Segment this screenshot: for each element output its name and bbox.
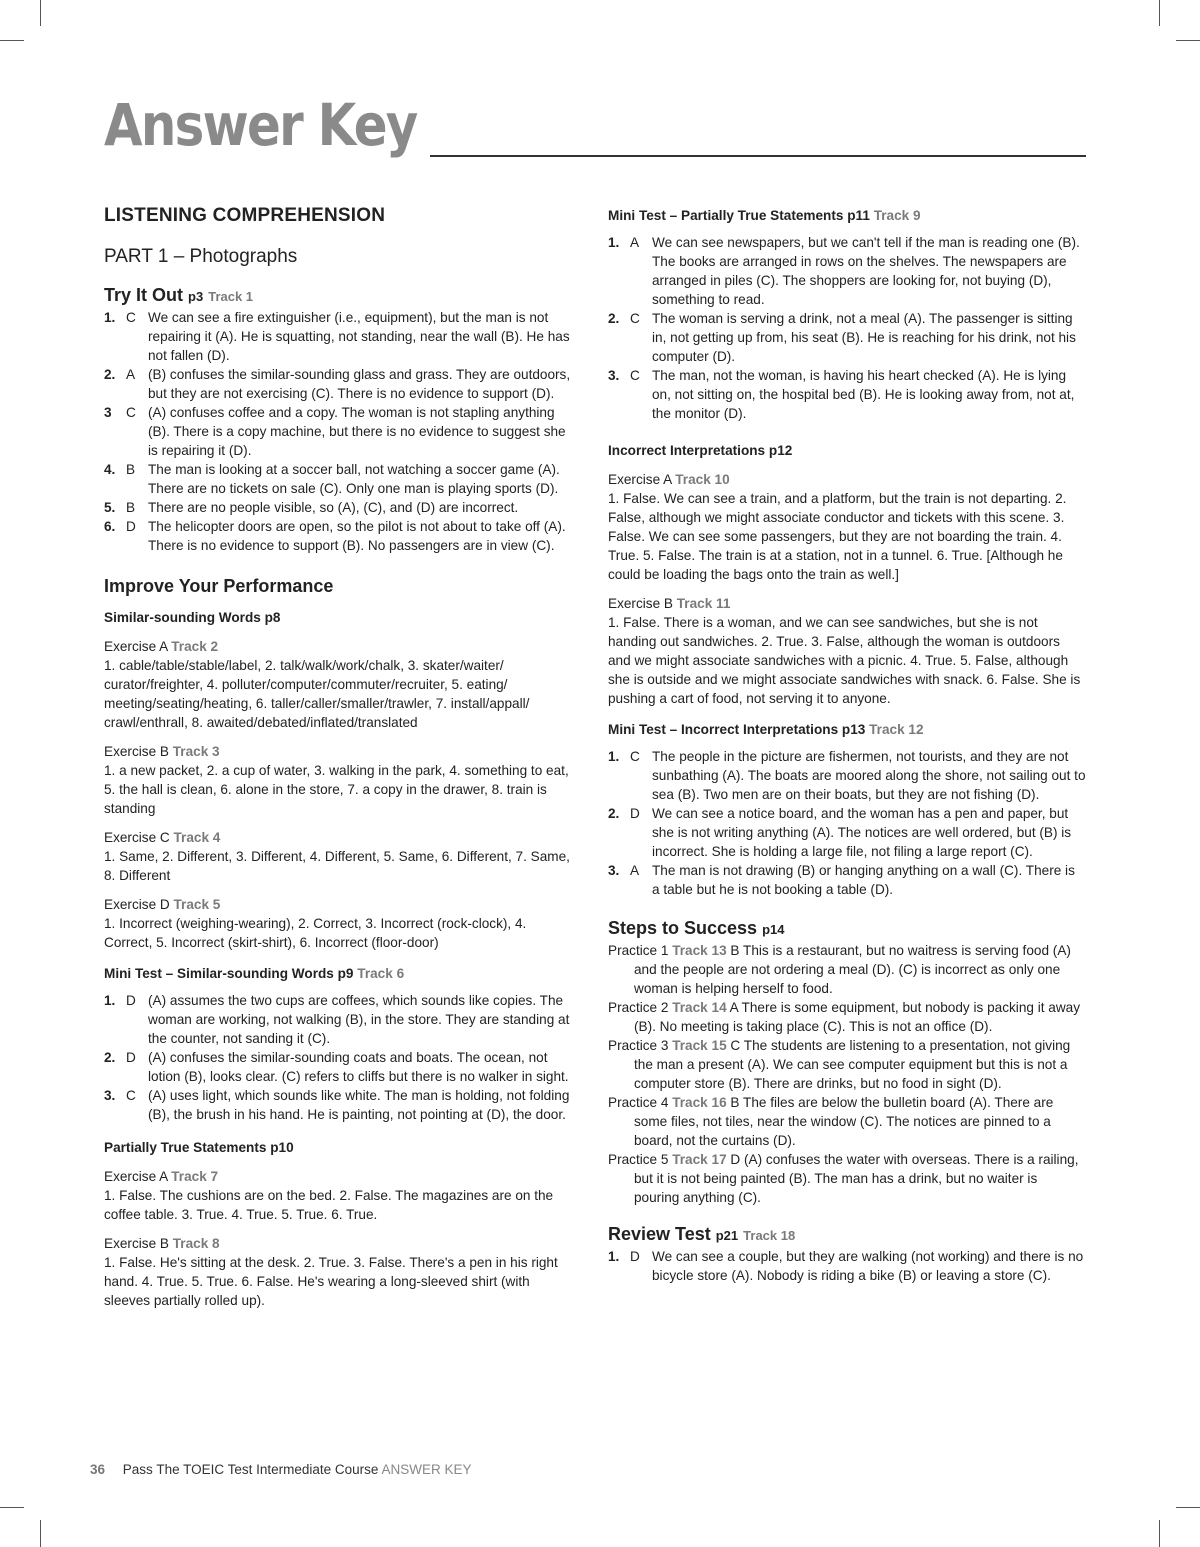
practice-answer: C <box>726 1038 744 1053</box>
answer-text: The man is looking at a soccer ball, not watching a soccer game (A). There are no tickets on sale (C). Only one man is playing sports (D). <box>148 462 560 496</box>
similar-heading: Similar-sounding Words p8 <box>104 610 281 625</box>
exercise-c-block: Exercise C Track 4 1. Same, 2. Different, 3. Different, 4. Different, 5. Same, 6. Different, 7. Same, 8. Different <box>104 828 574 885</box>
answer-number: 1. <box>104 993 116 1008</box>
answer-text: (A) confuses the similar-sounding coats and boats. The ocean, not lotion (B), looks clear. (C) refers to cliffs but there is no walker in sight. <box>148 1050 569 1084</box>
mini-test-1-list <box>104 991 574 1124</box>
answer-item <box>608 233 1086 309</box>
answer-letter: B <box>126 462 136 477</box>
improve-heading: Improve Your Performance <box>104 576 334 596</box>
answer-letter: C <box>126 1088 136 1103</box>
title-rule <box>430 155 1086 157</box>
answer-item <box>104 498 574 517</box>
practice-answer: D <box>726 1152 745 1167</box>
practice-item <box>608 941 1086 998</box>
practice-label: Practice 4 <box>608 1095 673 1110</box>
partial-heading: Partially True Statements p10 <box>104 1140 294 1155</box>
answer-number: 1. <box>608 749 620 764</box>
answer-text: The man is not drawing (B) or hanging anything on a wall (C). There is a table but he is not booking a table (D). <box>652 863 1075 897</box>
practice-track: Track 16 <box>672 1095 727 1110</box>
review-heading: Review Test p21 Track 18 <box>608 1224 796 1244</box>
answer-number: 2. <box>608 806 620 821</box>
answer-text: The woman is serving a drink, not a meal (A). The passenger is sitting in, not getting up from, his seat (B). He is reaching for his drink, not his computer (D). <box>652 311 1076 364</box>
answer-letter: A <box>630 863 640 878</box>
answer-number: 3 <box>104 405 112 420</box>
review-list <box>608 1247 1086 1285</box>
practice-track: Track 15 <box>672 1038 727 1053</box>
answer-letter: A <box>126 367 136 382</box>
practice-track: Track 14 <box>672 1000 727 1015</box>
mini-test-1-heading: Mini Test – Similar-sounding Words p9 Track 6 <box>104 966 405 981</box>
answer-text: (A) assumes the two cups are coffees, which sounds like copies. The woman are working, not walking (B), in the store. They are standing at the counter, not sanding it (C). <box>148 993 570 1046</box>
answer-text: (A) confuses coffee and a copy. The woman is not stapling anything (B). There is a copy machine, but there is no evidence to suggest she is repairing it (D). <box>148 405 566 458</box>
try-it-out-heading: Try It Out p3 Track 1 <box>104 285 254 305</box>
exercise-c-text: 1. Same, 2. Different, 3. Different, 4. Different, 5. Same, 6. Different, 7. Same, 8. Different <box>104 849 570 883</box>
answer-item <box>608 804 1086 861</box>
left-column <box>104 206 574 1310</box>
answer-item <box>608 1247 1086 1285</box>
answer-item <box>104 460 574 498</box>
answer-item <box>608 366 1086 423</box>
answer-letter: A <box>630 235 640 250</box>
exercise-b2-block: Exercise B Track 8 1. False. He's sitting at the desk. 2. True. 3. False. There's a pen in his right hand. 4. True. 5. True. 6. False. He's wearing a long-sleeved shirt (with sleeves partially rolled up). <box>104 1234 574 1310</box>
crop-mark <box>40 1520 41 1547</box>
answer-number: 4. <box>104 462 116 477</box>
answer-letter: C <box>630 749 640 764</box>
answer-item <box>104 308 574 365</box>
answer-number: 3. <box>608 863 620 878</box>
answer-item <box>608 747 1086 804</box>
answer-letter: C <box>630 311 640 326</box>
exercise-d-block: Exercise D Track 5 1. Incorrect (weighing-wearing), 2. Correct, 3. Incorrect (rock-clock), 4. Correct, 5. Incorrect (skirt-shirt), 6. Incorrect (floor-door) <box>104 895 574 952</box>
answer-item <box>104 1086 574 1124</box>
steps-list <box>608 941 1086 1207</box>
mini-test-3-heading: Mini Test – Incorrect Interpretations p13 Track 12 <box>608 722 924 737</box>
answer-letter: D <box>126 993 136 1008</box>
answer-letter: C <box>126 310 136 325</box>
answer-number: 5. <box>104 500 116 515</box>
answer-letter: C <box>126 405 136 420</box>
answer-text: We can see newspapers, but we can't tell if the man is reading one (B). The books are arranged in rows on the shelves. The newspapers are arranged in piles (C). The shoppers are looking for, not buying (D), something to read. <box>652 235 1080 307</box>
exercise-a3-text: 1. False. We can see a train, and a platform, but the train is not departing. 2. False, although we might associate conductor and tickets with this scene. 3. False. We can see some passengers, but they are not boarding the train. 4. True. 5. False. The train is at a station, not in a tunnel. 6. True. [Although he could be loading the bags onto the train as well.] <box>608 491 1067 582</box>
answer-item <box>104 991 574 1048</box>
answer-number: 2. <box>104 1050 116 1065</box>
exercise-a-text: 1. cable/table/stable/label, 2. talk/walk/work/chalk, 3. skater/waiter/ curator/freighter, 4. polluter/computer/commuter/recruiter, 5. eating/ meeting/seating/heating, 6. taller/caller/smaller/trawler, 7. install/appall/ crawl/enthrall, 8. awaited/debated/inflated/translated <box>104 658 530 730</box>
answer-text: (A) uses light, which sounds like white. The man is holding, not folding (B), the brush in his hand. He is painting, not pointing at (D), the door. <box>148 1088 570 1122</box>
mini-test-3-list <box>608 747 1086 899</box>
page-title: Answer Key <box>104 91 417 159</box>
answer-text: The helicopter doors are open, so the pilot is not about to take off (A). There is no evidence to support (B). No passengers are in view (C). <box>148 519 566 553</box>
answer-text: (B) confuses the similar-sounding glass and grass. They are outdoors, but they are not exercising (C). There is no evidence to support (D). <box>148 367 571 401</box>
practice-item <box>608 1093 1086 1150</box>
answer-number: 3. <box>608 368 620 383</box>
crop-mark <box>0 1507 24 1508</box>
answer-item <box>104 403 574 460</box>
answer-letter: D <box>126 519 136 534</box>
answer-letter: D <box>126 1050 136 1065</box>
exercise-b3-text: 1. False. There is a woman, and we can see sandwiches, but she is not handing out sandwiches. 2. True. 3. False, although the woman is outdoors and we might associate sandwiches with a picnic. 4. True. 5. False, although she is outside and we might associate sandwiches with snack. 6. False. She is pushing a cart of food, not serving it to anyone. <box>608 615 1081 706</box>
answer-text: We can see a notice board, and the woman has a pen and paper, but she is not writing anything (A). The notices are well ordered, but (B) is incorrect. She is holding a large file, not filing a large report (C). <box>652 806 1072 859</box>
mini-test-2-heading: Mini Test – Partially True Statements p11 Track 9 <box>608 208 921 223</box>
footer-key: ANSWER KEY <box>381 1462 472 1477</box>
exercise-b-text: 1. a new packet, 2. a cup of water, 3. walking in the park, 4. something to eat, 5. the hall is clean, 6. alone in the store, 7. a copy in the drawer, 8. train is standing <box>104 763 569 816</box>
answer-letter: D <box>630 1249 640 1264</box>
exercise-b3-block: Exercise B Track 11 1. False. There is a woman, and we can see sandwiches, but she is not handing out sandwiches. 2. True. 3. False, although the woman is outdoors and we might associate sandwiches with a picnic. 4. True. 5. False, although she is outside and we might associate sandwiches with snack. 6. False. She is pushing a cart of food, not serving it to anyone. <box>608 594 1086 708</box>
exercise-a2-block: Exercise A Track 7 1. False. The cushions are on the bed. 2. False. The magazines are on the coffee table. 3. True. 4. True. 5. True. 6. True. <box>104 1167 574 1224</box>
practice-text: (A) confuses the water with overseas. There is a railing, but it is not being painted (B). The man has a drink, but no waiter is pouring anything (C). <box>634 1152 1079 1205</box>
exercise-a3-block: Exercise A Track 10 1. False. We can see a train, and a platform, but the train is not departing. 2. False, although we might associate conductor and tickets with this scene. 3. False. We can see some passengers, but they are not boarding the train. 4. True. 5. False. The train is at a station, not in a tunnel. 6. True. [Although he could be loading the bags onto the train as well.] <box>608 470 1086 584</box>
answer-letter: C <box>630 368 640 383</box>
part-title: PART 1 – Photographs <box>104 246 298 267</box>
footer <box>90 1462 471 1477</box>
exercise-a-block: Exercise A Track 2 1. cable/table/stable/label, 2. talk/walk/work/chalk, 3. skater/waiter/ curator/freighter, 4. polluter/computer/commuter/recruiter, 5. eating/ meeting/seating/heating, 6. taller/caller/smaller/trawler, 7. install/appall/ crawl/enthrall, 8. awaited/debated/inflated/translated <box>104 637 574 732</box>
crop-mark <box>1159 0 1160 26</box>
answer-item <box>608 309 1086 366</box>
practice-answer: B <box>726 1095 744 1110</box>
try-it-out-list <box>104 308 574 555</box>
answer-number: 6. <box>104 519 116 534</box>
practice-item <box>608 998 1086 1036</box>
practice-text: The files are below the bulletin board (A). There are some files, not tiles, near the window (C). The notices are pinned to a board, not the curtains (D). <box>634 1095 1054 1148</box>
page-number: 36 <box>90 1462 106 1477</box>
crop-mark <box>0 40 24 41</box>
practice-text: This is a restaurant, but no waitress is serving food (A) and the people are not ordering a meal (D). (C) is incorrect as only one woman is helping herself to food. <box>634 943 1071 996</box>
crop-mark <box>1176 40 1200 41</box>
practice-label: Practice 1 <box>608 943 673 958</box>
answer-text: There are no people visible, so (A), (C), and (D) are incorrect. <box>148 500 519 515</box>
section-title: LISTENING COMPREHENSION <box>104 205 386 226</box>
answer-letter: D <box>630 806 640 821</box>
practice-item <box>608 1150 1086 1207</box>
answer-number: 1. <box>104 310 116 325</box>
answer-text: The people in the picture are fishermen, not tourists, and they are not sunbathing (A). The boats are moored along the shore, not sailing out to sea (B). Two men are on their boats, but they are not fishing (D). <box>652 749 1086 802</box>
answer-number: 1. <box>608 1249 620 1264</box>
answer-text: We can see a couple, but they are walking (not working) and there is no bicycle store (A). Nobody is riding a bike (B) or leaving a store (C). <box>652 1249 1084 1283</box>
crop-mark <box>1159 1520 1160 1547</box>
answer-number: 3. <box>104 1088 116 1103</box>
answer-item <box>104 365 574 403</box>
practice-answer: B <box>726 943 744 958</box>
practice-track: Track 13 <box>672 943 727 958</box>
practice-label: Practice 2 <box>608 1000 673 1015</box>
incorrect-heading: Incorrect Interpretations p12 <box>608 443 793 458</box>
practice-text: The students are listening to a presentation, not giving the man a present (A). We can see computer equipment but this is not a computer store (B). There are drinks, but no food in sight (D). <box>634 1038 1071 1091</box>
right-column <box>608 206 1086 1285</box>
practice-answer: A <box>726 1000 742 1015</box>
answer-number: 1. <box>608 235 620 250</box>
practice-text: There is some equipment, but nobody is packing it away (B). No meeting is taking place (C). This is not an office (D). <box>634 1000 1081 1034</box>
practice-item <box>608 1036 1086 1093</box>
practice-label: Practice 3 <box>608 1038 673 1053</box>
answer-item <box>608 861 1086 899</box>
steps-heading: Steps to Success p14 <box>608 918 785 938</box>
answer-item <box>104 517 574 555</box>
crop-mark <box>1176 1507 1200 1508</box>
exercise-a2-text: 1. False. The cushions are on the bed. 2. False. The magazines are on the coffee table. 3. True. 4. True. 5. True. 6. True. <box>104 1188 554 1222</box>
answer-item <box>104 1048 574 1086</box>
crop-mark <box>40 0 41 26</box>
answer-number: 2. <box>104 367 116 382</box>
practice-track: Track 17 <box>672 1152 727 1167</box>
mini-test-2-list <box>608 233 1086 423</box>
practice-label: Practice 5 <box>608 1152 673 1167</box>
answer-number: 2. <box>608 311 620 326</box>
exercise-d-text: 1. Incorrect (weighing-wearing), 2. Correct, 3. Incorrect (rock-clock), 4. Correct, 5. Incorrect (skirt-shirt), 6. Incorrect (floor-door) <box>104 916 527 950</box>
exercise-b2-text: 1. False. He's sitting at the desk. 2. True. 3. False. There's a pen in his right hand. 4. True. 5. True. 6. False. He's wearing a long-sleeved shirt (with sleeves partially rolled up). <box>104 1255 558 1308</box>
answer-letter: B <box>126 500 136 515</box>
course-name: Pass The TOEIC Test Intermediate Course <box>122 1462 379 1477</box>
answer-text: We can see a fire extinguisher (i.e., equipment), but the man is not repairing it (A). He is squatting, not standing, near the wall (B). He has not fallen (D). <box>148 310 570 363</box>
exercise-b-block: Exercise B Track 3 1. a new packet, 2. a cup of water, 3. walking in the park, 4. something to eat, 5. the hall is clean, 6. alone in the store, 7. a copy in the drawer, 8. train is standing <box>104 742 574 818</box>
answer-text: The man, not the woman, is having his heart checked (A). He is lying on, not sitting on, the hospital bed (B). He is looking away from, not at, the monitor (D). <box>652 368 1075 421</box>
